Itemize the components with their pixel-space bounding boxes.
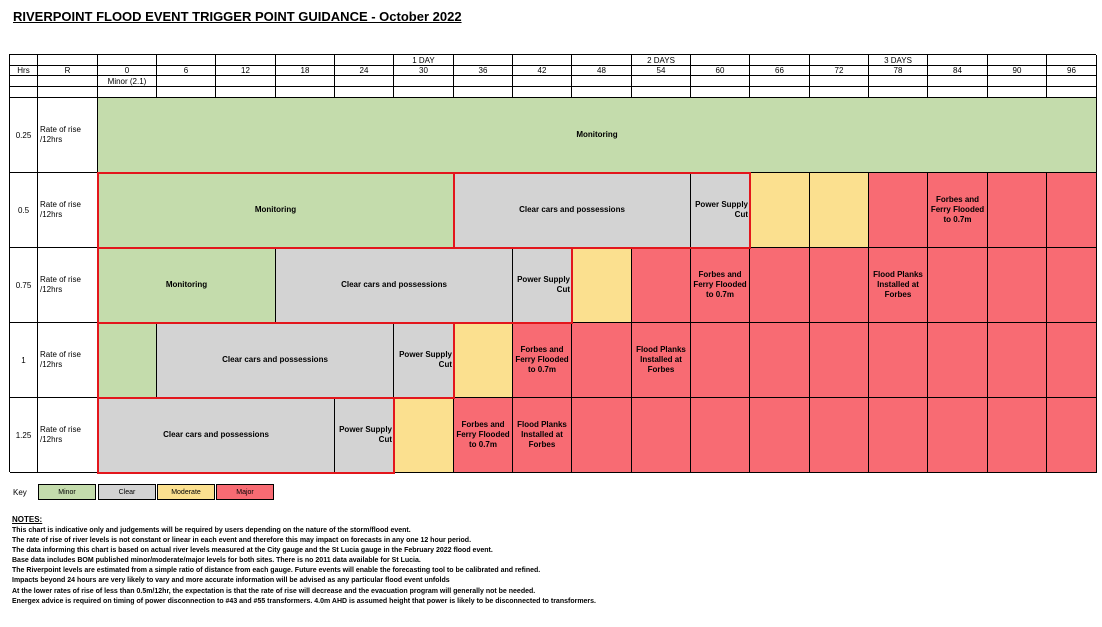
trigger-cell-major: [928, 248, 988, 323]
day-header-cell: [98, 55, 157, 66]
spacer-cell: [98, 87, 157, 98]
trigger-cell-minor: [98, 323, 157, 398]
trigger-cell-minor: Monitoring: [98, 248, 276, 323]
marker-cell: [750, 76, 810, 87]
trigger-cell-clear: Power Supply Cut: [394, 323, 454, 398]
key-label: Key: [13, 488, 27, 497]
marker-cell: [157, 76, 216, 87]
day-header-cell: [1047, 55, 1097, 66]
day-header-cell: [810, 55, 869, 66]
page-title: RIVERPOINT FLOOD EVENT TRIGGER POINT GUIDANCE - October 2022: [13, 9, 462, 24]
spacer-cell: [216, 87, 276, 98]
day-header-cell: [750, 55, 810, 66]
day-header-cell: 3 DAYS: [869, 55, 928, 66]
trigger-cell-moderate: [454, 323, 513, 398]
trigger-cell-moderate: [810, 173, 869, 248]
rate-hrs-label: 0.5: [10, 173, 38, 248]
day-header-cell: [928, 55, 988, 66]
hour-header: 24: [335, 66, 394, 76]
hour-header: 84: [928, 66, 988, 76]
key-moderate: Moderate: [157, 484, 215, 500]
spacer-cell: [810, 87, 869, 98]
trigger-cell-major: Forbes and Ferry Flooded to 0.7m: [928, 173, 988, 248]
rate-hrs-label: 1: [10, 323, 38, 398]
trigger-cell-major: [750, 398, 810, 473]
hour-header: 96: [1047, 66, 1097, 76]
marker-cell: [988, 76, 1047, 87]
trigger-cell-moderate: [750, 173, 810, 248]
day-header-cell: [335, 55, 394, 66]
day-header-cell: [454, 55, 513, 66]
trigger-cell-major: [810, 248, 869, 323]
minor-marker: Minor (2.1): [98, 76, 157, 87]
hour-header: 72: [810, 66, 869, 76]
day-header-cell: [572, 55, 632, 66]
hour-header: 0: [98, 66, 157, 76]
marker-cell: [10, 76, 38, 87]
trigger-cell-major: [691, 323, 750, 398]
key-clear: Clear: [98, 484, 156, 500]
rate-label: Rate of rise /12hrs: [38, 323, 98, 398]
note-line: The data informing this chart is based on actual river levels measured at the City gauge and the St Lucia gauge in the February 2022 flood event.: [12, 547, 493, 555]
spacer-cell: [750, 87, 810, 98]
trigger-point-table: [9, 54, 1096, 472]
spacer-cell: [691, 87, 750, 98]
spacer-cell: [1047, 87, 1097, 98]
trigger-cell-major: [869, 323, 928, 398]
note-line: At the lower rates of rise of less than 0.5m/12hr, the expectation is that the rate of rise will decrease and the evacuation program will generally not be needed.: [12, 587, 536, 595]
trigger-cell-major: [1047, 398, 1097, 473]
hour-header: 36: [454, 66, 513, 76]
hour-header: 12: [216, 66, 276, 76]
spacer-cell: [513, 87, 572, 98]
trigger-cell-major: Forbes and Ferry Flooded to 0.7m: [513, 323, 572, 398]
trigger-cell-major: [869, 398, 928, 473]
spacer-cell: [157, 87, 216, 98]
trigger-cell-major: Flood Planks Installed at Forbes: [869, 248, 928, 323]
trigger-cell-major: Flood Planks Installed at Forbes: [513, 398, 572, 473]
note-line: The Riverpoint levels are estimated from a simple ratio of distance from each gauge. Future events will enable the forecasting tool to be calibrated and refined.: [12, 567, 541, 575]
marker-cell: [810, 76, 869, 87]
marker-cell: [1047, 76, 1097, 87]
spacer-cell: [869, 87, 928, 98]
spacer-cell: [988, 87, 1047, 98]
rate-label: Rate of rise /12hrs: [38, 173, 98, 248]
hour-header: 78: [869, 66, 928, 76]
day-header-cell: [157, 55, 216, 66]
hour-header: 60: [691, 66, 750, 76]
spacer-cell: [572, 87, 632, 98]
hrs-header: Hrs: [10, 66, 38, 76]
spacer-cell: [276, 87, 335, 98]
marker-cell: [513, 76, 572, 87]
trigger-cell-major: [928, 323, 988, 398]
trigger-cell-major: [572, 323, 632, 398]
note-line: This chart is indicative only and judgements will be required by users depending on the nature of the storm/flood event.: [12, 527, 411, 534]
spacer-cell: [928, 87, 988, 98]
marker-cell: [869, 76, 928, 87]
hour-header: 18: [276, 66, 335, 76]
day-header-cell: [691, 55, 750, 66]
key-minor: Minor: [38, 484, 96, 500]
trigger-cell-clear: Power Supply Cut: [335, 398, 394, 473]
hour-header: 90: [988, 66, 1047, 76]
hour-header: 42: [513, 66, 572, 76]
trigger-cell-major: [988, 398, 1047, 473]
trigger-cell-clear: Clear cars and possessions: [454, 173, 691, 248]
hour-header: 6: [157, 66, 216, 76]
trigger-cell-major: [1047, 323, 1097, 398]
rate-label: Rate of rise /12hrs: [38, 248, 98, 323]
day-header-cell: [276, 55, 335, 66]
trigger-cell-major: [810, 323, 869, 398]
trigger-cell-major: [928, 398, 988, 473]
rate-hrs-label: 0.25: [10, 98, 38, 173]
trigger-cell-clear: Clear cars and possessions: [276, 248, 513, 323]
spacer-cell: [394, 87, 454, 98]
marker-cell: [276, 76, 335, 87]
day-header-cell: [38, 55, 98, 66]
marker-cell: [335, 76, 394, 87]
key-major: Major: [216, 484, 274, 500]
rate-label: Rate of rise /12hrs: [38, 398, 98, 473]
trigger-cell-major: [988, 323, 1047, 398]
marker-cell: [928, 76, 988, 87]
note-line: The rate of rise of river levels is not constant or linear in each event and therefore this may impact on forecasts in any one 12 hour period.: [12, 537, 472, 545]
trigger-cell-major: [750, 248, 810, 323]
trigger-cell-clear: Power Supply Cut: [513, 248, 572, 323]
hour-header: 48: [572, 66, 632, 76]
trigger-cell-moderate: [572, 248, 632, 323]
trigger-cell-major: [632, 398, 691, 473]
day-header-cell: [10, 55, 38, 66]
spacer-cell: [454, 87, 513, 98]
notes-title: NOTES:: [12, 515, 43, 524]
trigger-cell-major: [1047, 248, 1097, 323]
day-header-cell: 2 DAYS: [632, 55, 691, 66]
hour-header: 54: [632, 66, 691, 76]
trigger-cell-major: Forbes and Ferry Flooded to 0.7m: [691, 248, 750, 323]
trigger-cell-moderate: [394, 398, 454, 473]
day-header-cell: [216, 55, 276, 66]
trigger-cell-major: [988, 173, 1047, 248]
marker-cell: [572, 76, 632, 87]
trigger-cell-major: [988, 248, 1047, 323]
marker-cell: [632, 76, 691, 87]
trigger-cell-major: [1047, 173, 1097, 248]
hour-header: 66: [750, 66, 810, 76]
rate-hrs-label: 0.75: [10, 248, 38, 323]
note-line: Impacts beyond 24 hours are very likely to vary and more accurate information will be advised as any particular flood event unfolds: [12, 577, 450, 585]
trigger-cell-clear: Clear cars and possessions: [98, 398, 335, 473]
trigger-cell-clear: Power Supply Cut: [691, 173, 750, 248]
trigger-cell-major: Flood Planks Installed at Forbes: [632, 323, 691, 398]
trigger-cell-minor: Monitoring: [98, 98, 1097, 173]
trigger-cell-major: Forbes and Ferry Flooded to 0.7m: [454, 398, 513, 473]
day-header-cell: [988, 55, 1047, 66]
notes-list: [12, 526, 1097, 607]
spacer-cell: [38, 87, 98, 98]
marker-cell: [216, 76, 276, 87]
r-header: R: [38, 66, 98, 76]
rate-hrs-label: 1.25: [10, 398, 38, 473]
trigger-cell-major: [572, 398, 632, 473]
trigger-cell-major: [869, 173, 928, 248]
trigger-cell-clear: Clear cars and possessions: [157, 323, 394, 398]
trigger-cell-major: [810, 398, 869, 473]
trigger-cell-minor: Monitoring: [98, 173, 454, 248]
note-line: Base data includes BOM published minor/moderate/major levels for both sites. There is no 2011 data available for St Lucia.: [12, 557, 421, 565]
marker-cell: [454, 76, 513, 87]
spacer-cell: [335, 87, 394, 98]
day-header-cell: [513, 55, 572, 66]
spacer-cell: [632, 87, 691, 98]
hour-header: 30: [394, 66, 454, 76]
note-line: Energex advice is required on timing of power disconnection to #43 and #55 transformers. 4.0m AHD is assumed height that power is likely to be disconnected to transformers.: [12, 597, 596, 605]
spacer-cell: [10, 87, 38, 98]
marker-cell: [691, 76, 750, 87]
marker-cell: [394, 76, 454, 87]
day-header-cell: 1 DAY: [394, 55, 454, 66]
trigger-cell-major: [632, 248, 691, 323]
trigger-cell-major: [750, 323, 810, 398]
trigger-cell-major: [691, 398, 750, 473]
marker-cell: [38, 76, 98, 87]
rate-label: Rate of rise /12hrs: [38, 98, 98, 173]
